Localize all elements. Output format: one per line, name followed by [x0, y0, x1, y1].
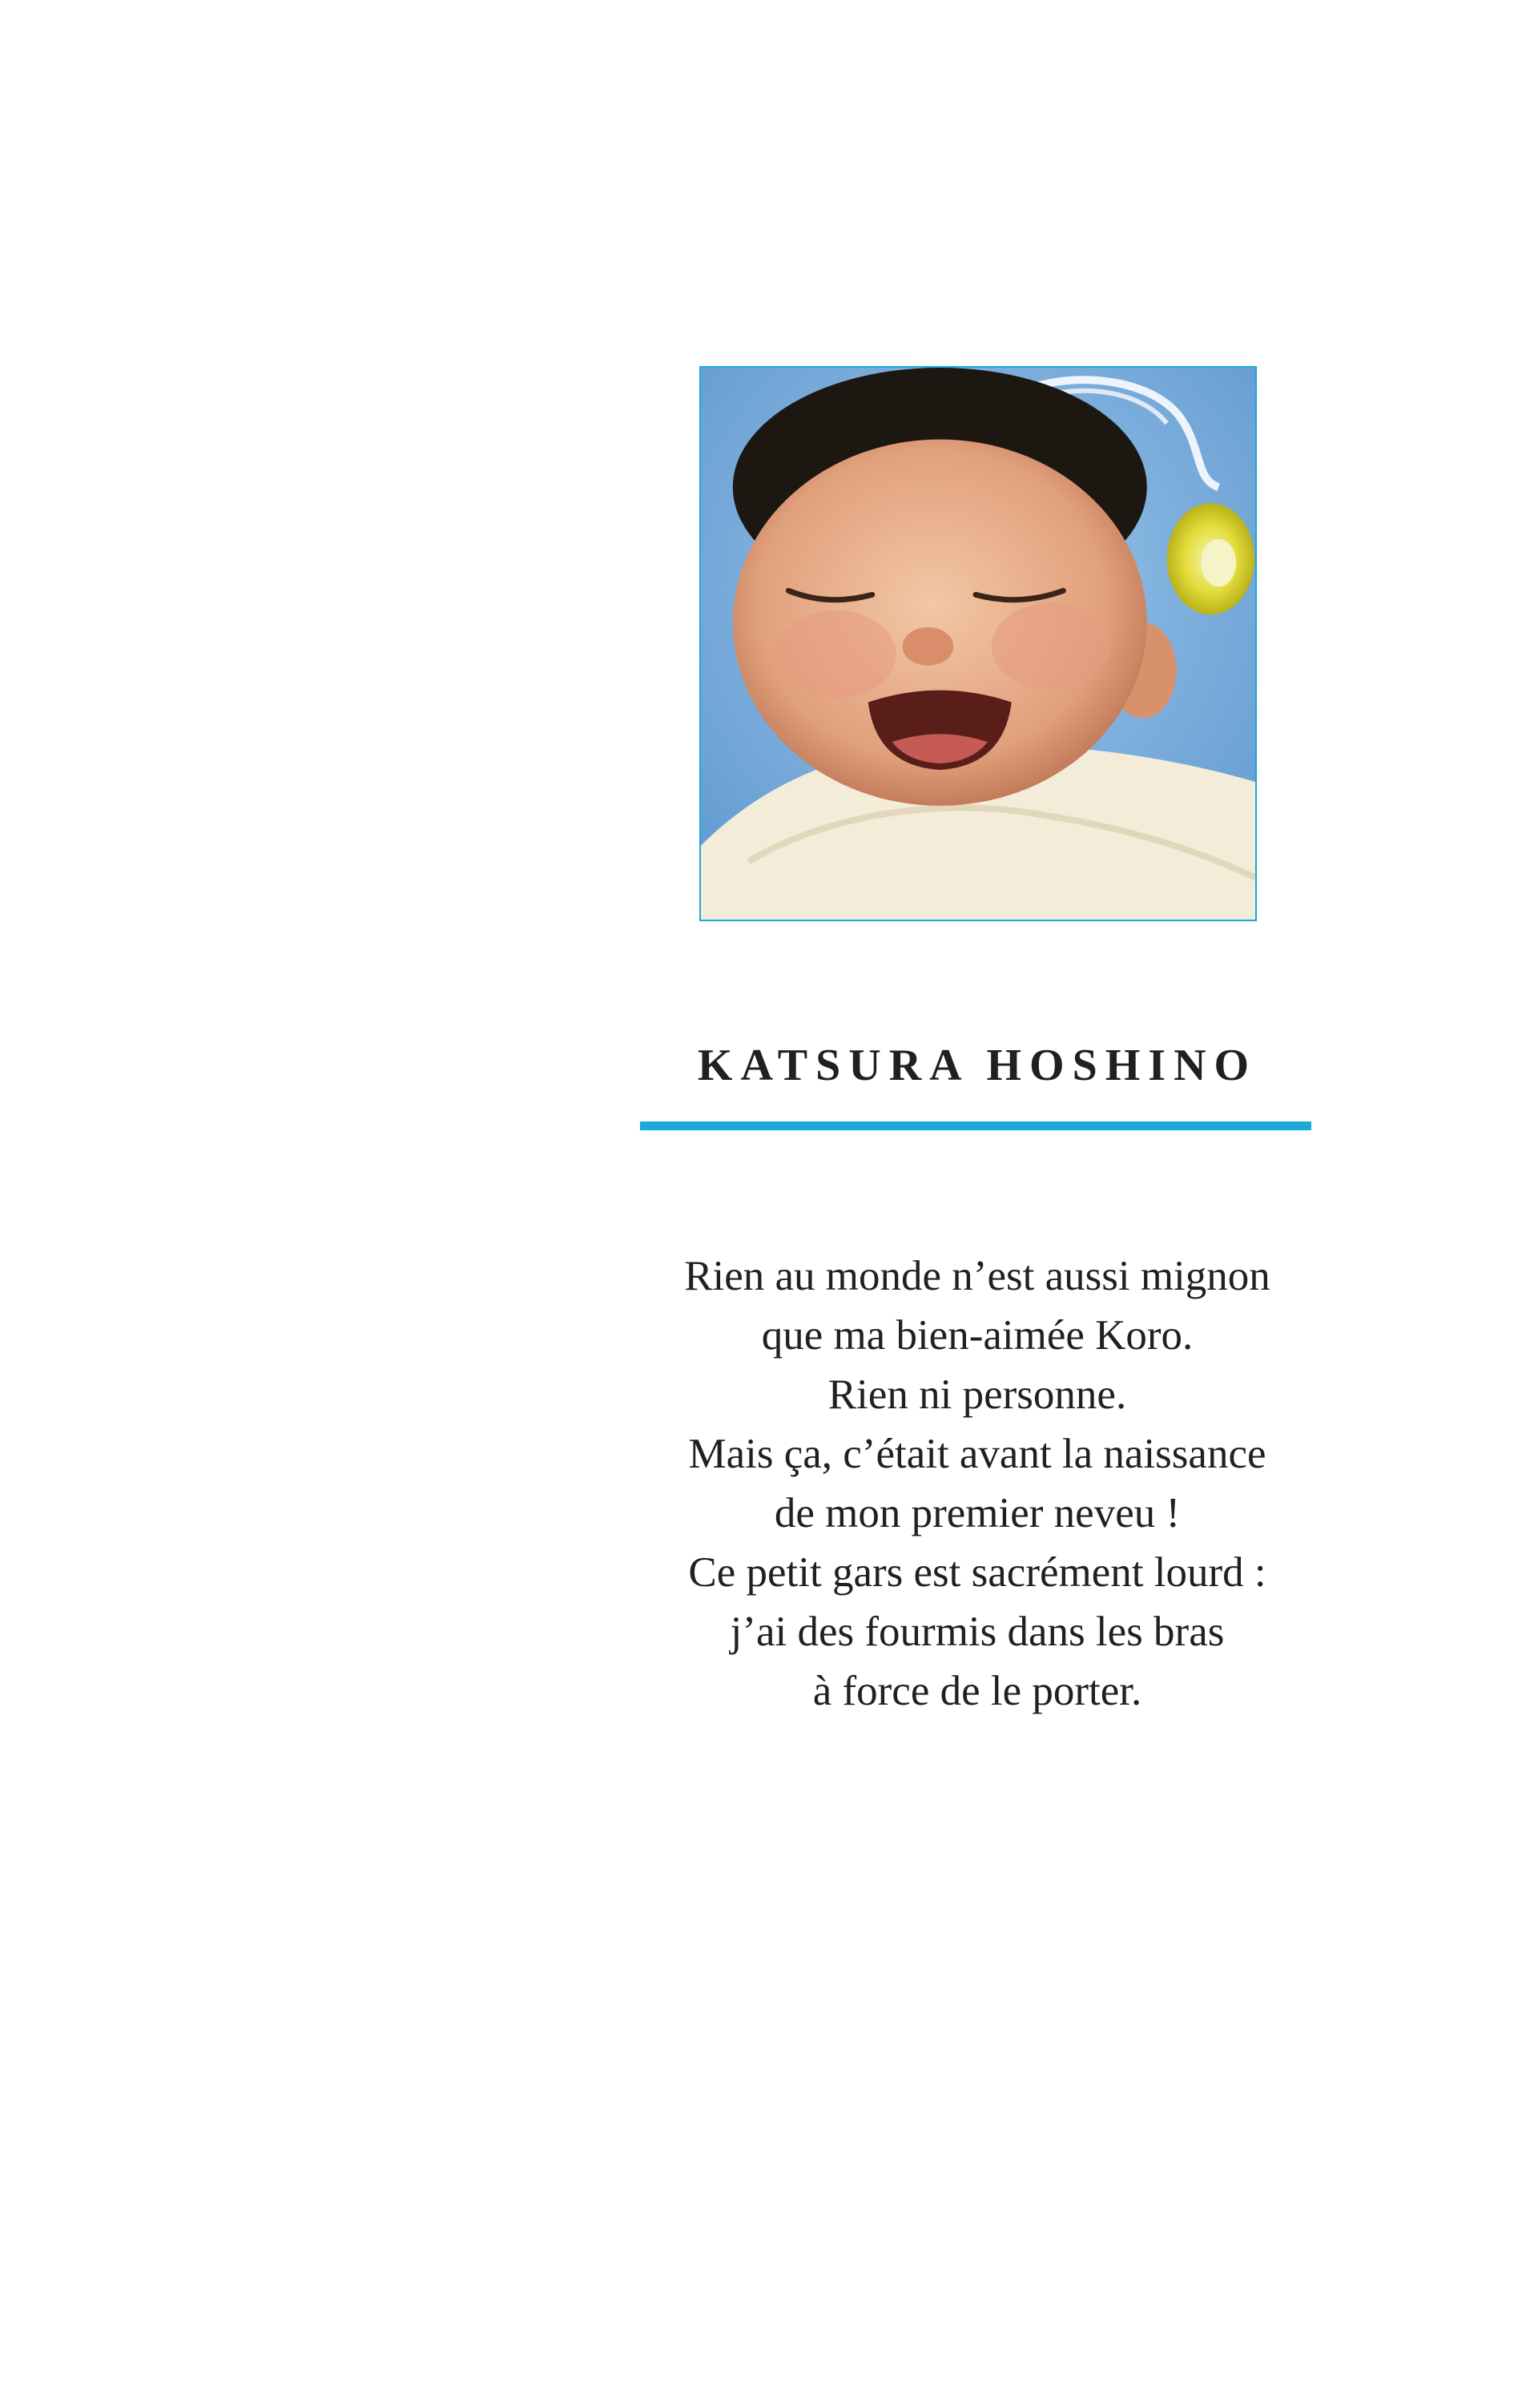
message-line: Mais ça, c’était avant la naissance	[688, 1431, 1266, 1477]
message-line: Rien ni personne.	[827, 1371, 1127, 1418]
message-line: à force de le porter.	[812, 1668, 1142, 1714]
author-message	[609, 1246, 1346, 1721]
message-line: de mon premier neveu !	[774, 1490, 1181, 1536]
author-photo	[699, 366, 1257, 921]
author-name-heading: KATSURA HOSHINO	[697, 1041, 1258, 1090]
message-line: j’ai des fourmis dans les bras	[730, 1609, 1225, 1655]
title-divider	[640, 1121, 1311, 1130]
message-line: Ce petit gars est sacrément lourd :	[688, 1549, 1266, 1596]
message-line: Rien au monde n’est aussi mignon	[684, 1253, 1270, 1299]
baby-photo-image	[701, 368, 1255, 920]
message-line: que ma bien-aimée Koro.	[761, 1312, 1194, 1359]
